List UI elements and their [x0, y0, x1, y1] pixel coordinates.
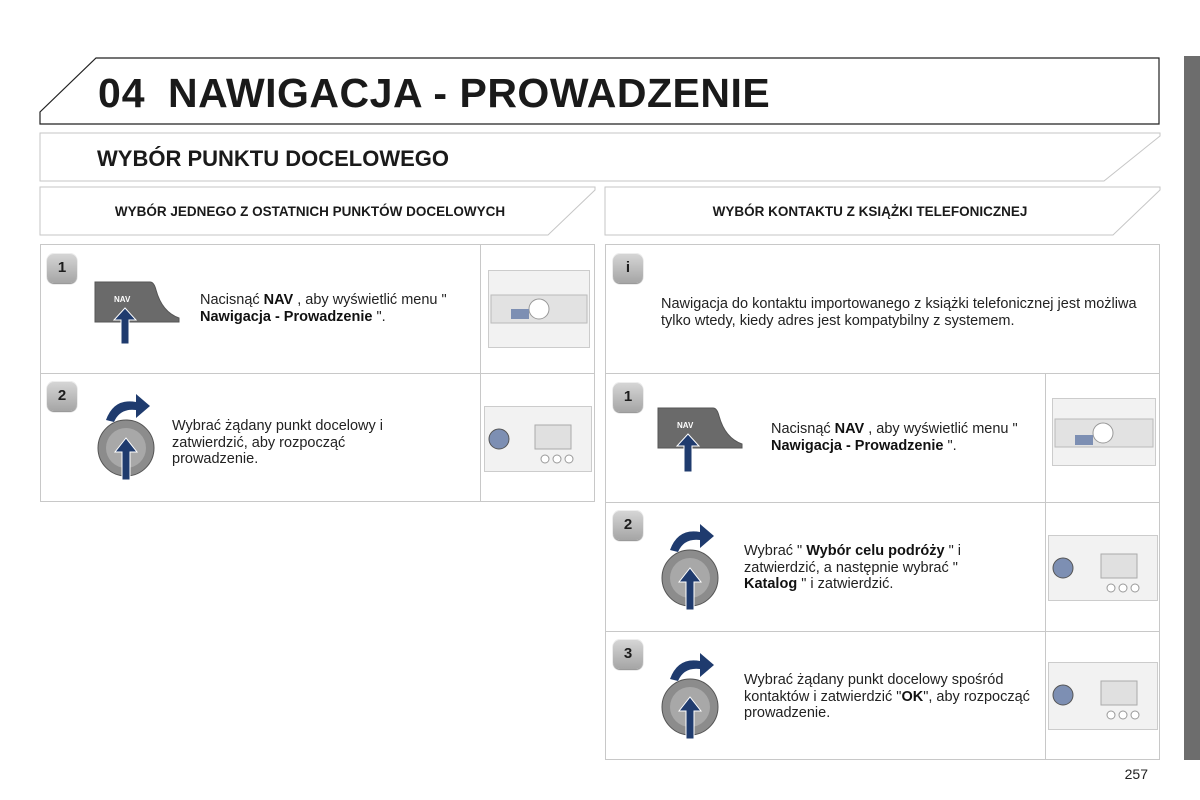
- column-divider: [1045, 373, 1046, 760]
- row-divider: [605, 373, 1160, 374]
- chapter-side-bar: [1184, 56, 1200, 760]
- radio-panel-knob-thumbnail: [1048, 662, 1158, 730]
- info-badge: i: [613, 253, 643, 283]
- right-column-header: WYBÓR KONTAKTU Z KSIĄŻKI TELEFONICZNEJ: [712, 204, 1028, 219]
- nav-key-icon: [655, 406, 745, 476]
- row-divider: [40, 373, 595, 374]
- radio-panel-nav-thumbnail: [488, 270, 590, 348]
- right-step3-text: Wybrać żądany punkt docelowy spośród kontaktów i zatwierdzić "OK", aby rozpocząć prowadzenie.: [744, 672, 1030, 721]
- step-badge: 1: [47, 253, 77, 283]
- page-number: 257: [1124, 766, 1148, 782]
- svg-text:NAV: NAV: [114, 295, 131, 304]
- column-divider: [480, 244, 481, 502]
- rotary-knob-icon: [92, 386, 162, 486]
- radio-panel-knob-thumbnail: [1048, 535, 1158, 601]
- radio-panel-knob-thumbnail: [484, 406, 592, 472]
- row-divider: [605, 502, 1160, 503]
- chapter-number: 04: [98, 70, 146, 116]
- step-badge: 1: [613, 382, 643, 412]
- radio-panel-nav-thumbnail: [1052, 398, 1156, 466]
- step-badge: 2: [47, 381, 77, 411]
- right-step1-text: Nacisnąć NAV , aby wyświetlić menu " Nawigacja - Prowadzenie ".: [771, 421, 1018, 454]
- rotary-knob-icon: [656, 645, 726, 745]
- step-badge: 3: [613, 639, 643, 669]
- step-badge: 2: [613, 510, 643, 540]
- left-step1-text: Nacisnąć NAV , aby wyświetlić menu " Nawigacja - Prowadzenie ".: [200, 292, 447, 325]
- rotary-knob-icon: [656, 516, 726, 616]
- left-step2-text: Wybrać żądany punkt docelowy i zatwierdzić, aby rozpocząć prowadzenie.: [172, 418, 384, 467]
- svg-text:NAV: NAV: [677, 421, 694, 430]
- section-title: WYBÓR PUNKTU DOCELOWEGO: [97, 146, 449, 171]
- left-column-header: WYBÓR JEDNEGO Z OSTATNICH PUNKTÓW DOCELOWYCH: [114, 204, 506, 219]
- nav-key-icon: [92, 280, 182, 348]
- row-divider: [605, 631, 1160, 632]
- chapter-title: NAWIGACJA - PROWADZENIE: [168, 70, 771, 116]
- info-text: Nawigacja do kontaktu importowanego z książki telefonicznej jest możliwa tylko wtedy, kiedy adres jest kompatybilny z systemem.: [661, 296, 1137, 329]
- right-step2-text: Wybrać " Wybór celu podróży " i zatwierdzić, a następnie wybrać " Katalog " i zatwierdzić.: [744, 543, 961, 592]
